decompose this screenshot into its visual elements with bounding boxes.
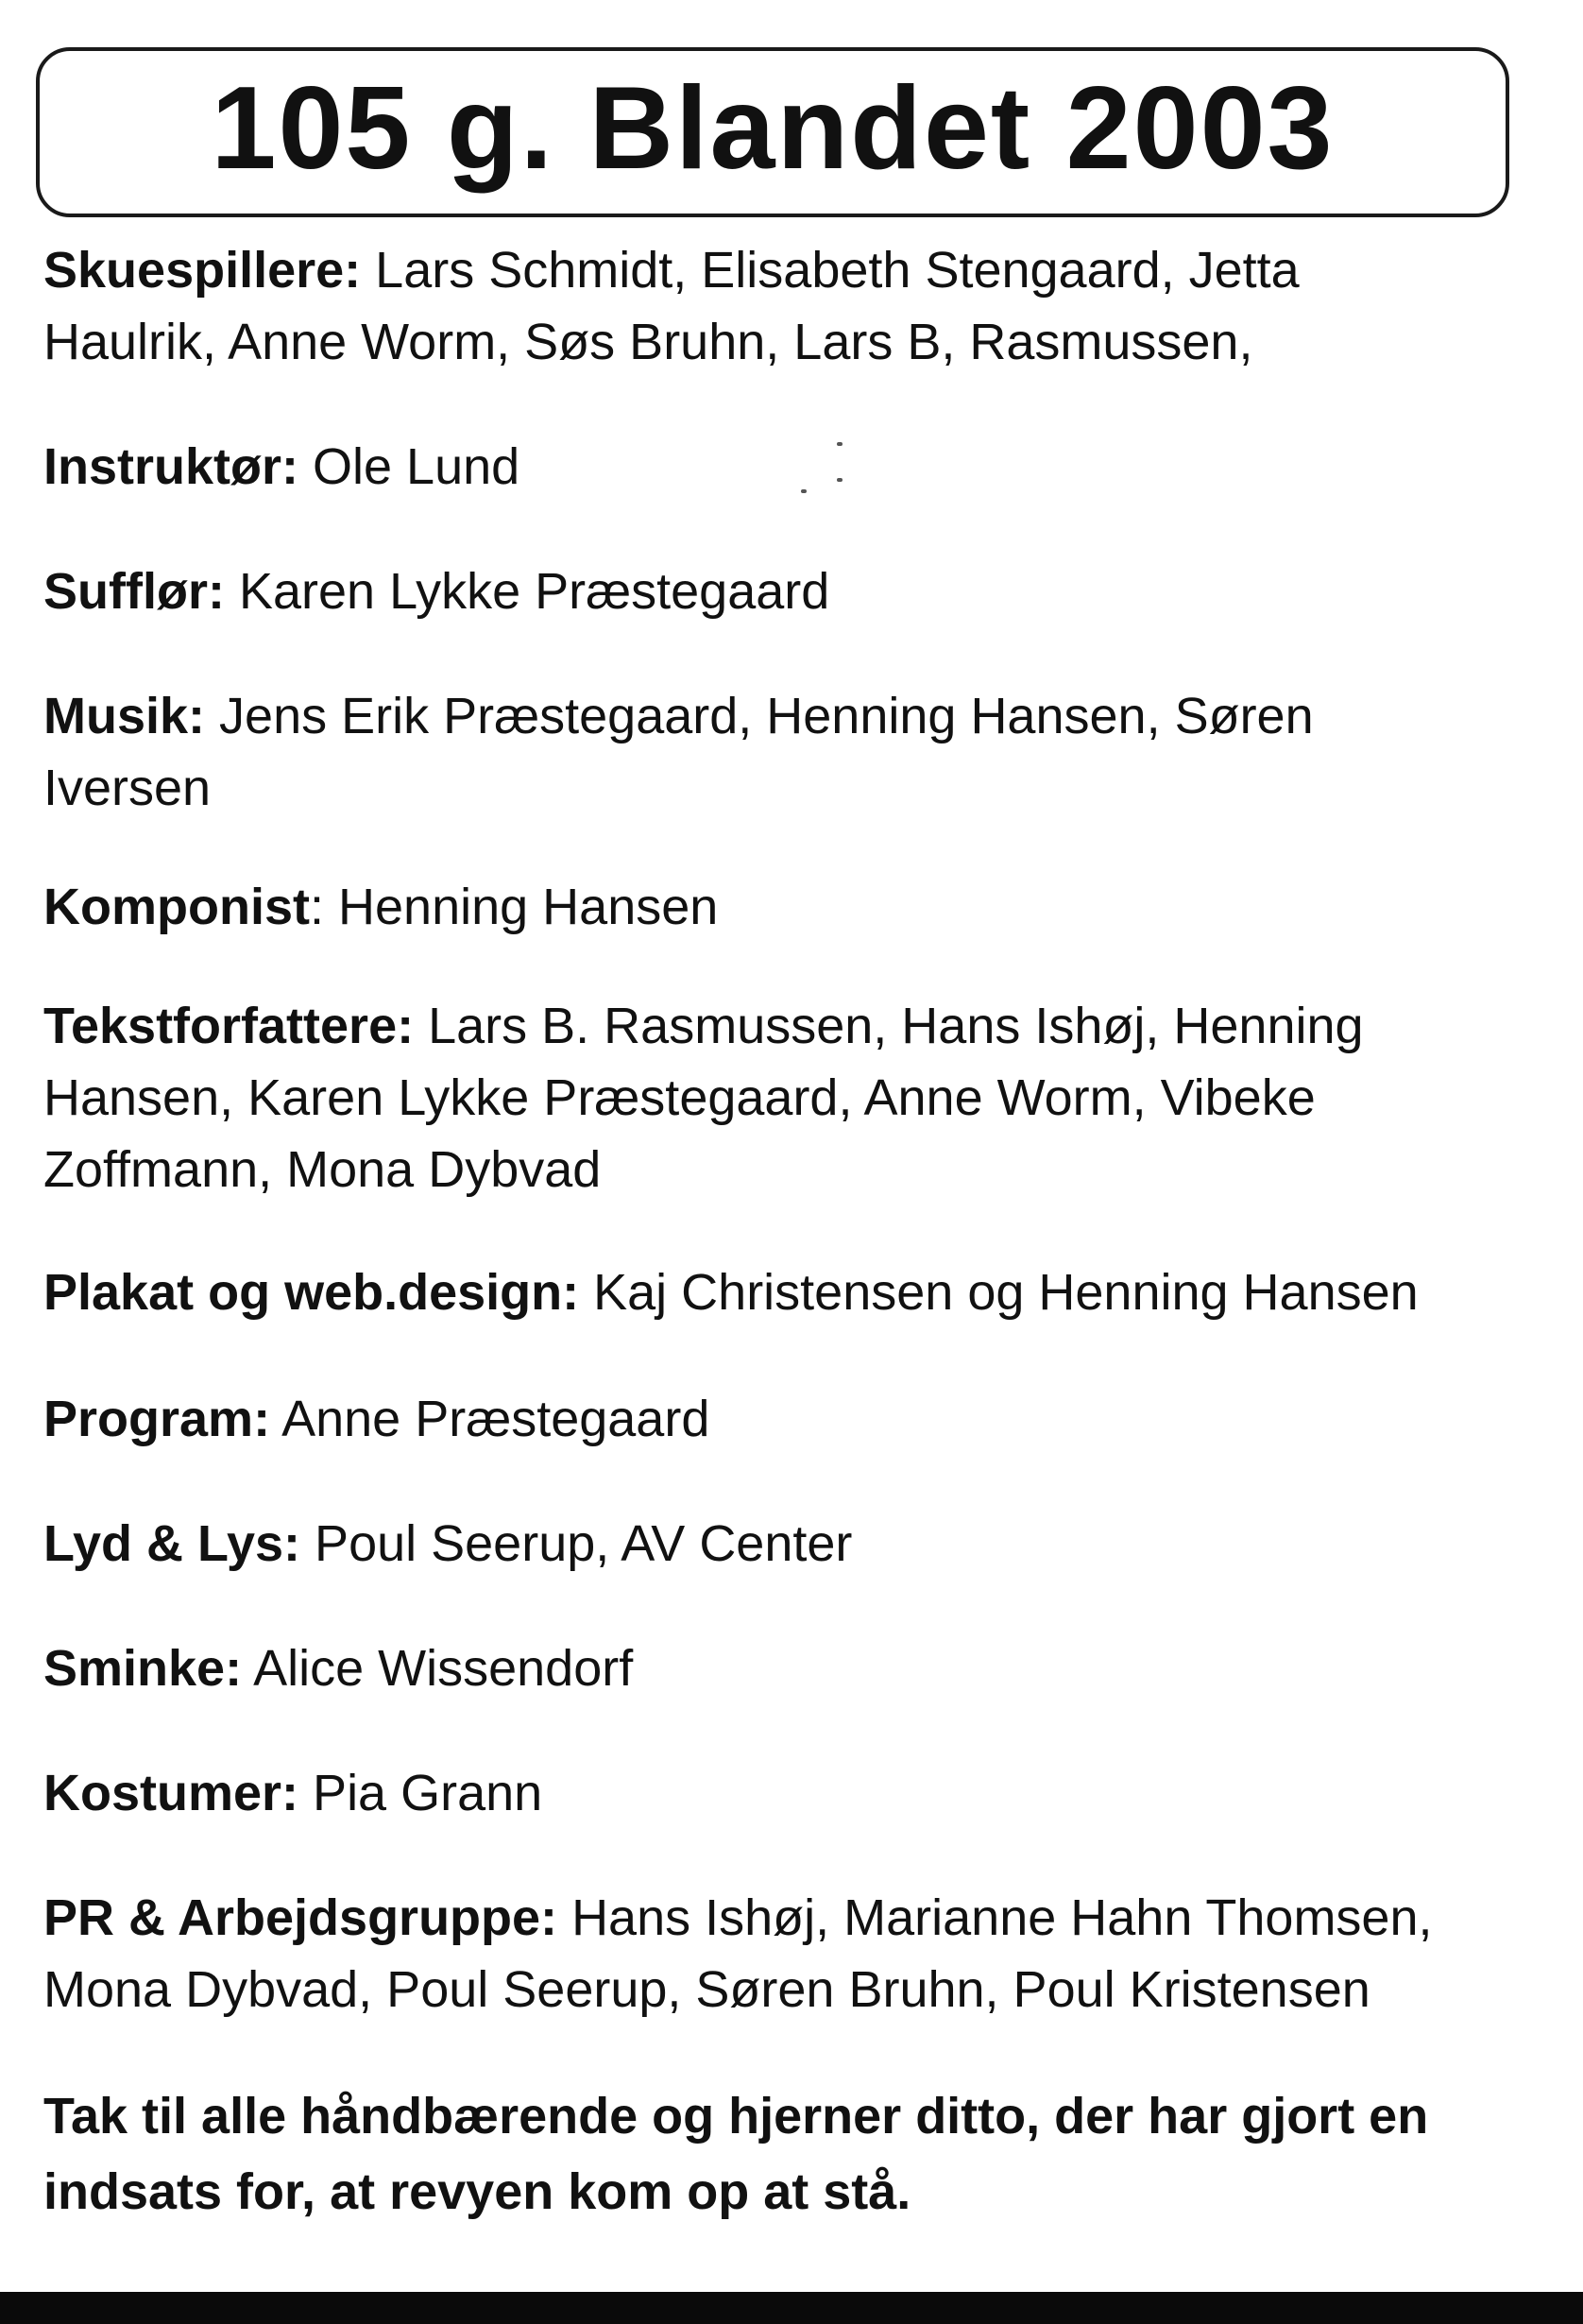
credit-label: Program: [43,1391,271,1447]
thanks-line: Tak til alle håndbærende og hjerner ditto, der har gjort en [43,2088,1429,2145]
credit-sound-light [43,1508,1555,1580]
scan-edge-bar [0,2292,1583,2324]
credit-actors [43,234,1555,378]
credit-composer [43,871,1555,943]
scan-speck [801,489,807,493]
credit-value: Jens Erik Præstegaard, Henning Hansen, Søren [219,688,1314,744]
credit-poster-web [43,1256,1555,1328]
credit-label: Sufflør: [43,563,225,620]
scan-speck [837,442,843,446]
credit-value: Lars Schmidt, Elisabeth Stengaard, Jetta [375,242,1300,299]
credit-value-cont: Haulrik, Anne Worm, Søs Bruhn, Lars B, Rasmussen, [43,314,1253,370]
credit-costumes [43,1757,1555,1829]
credit-value-cont: Iversen [43,760,212,816]
credit-label: Tekstforfattere: [43,998,415,1054]
credit-value: Pia Grann [313,1765,543,1821]
credit-label: PR & Arbejdsgruppe: [43,1889,558,1946]
credit-label: Musik: [43,688,206,744]
credit-program [43,1383,1555,1455]
scan-speck [837,478,843,482]
credit-value: Hans Ishøj, Marianne Hahn Thomsen, [571,1889,1433,1946]
credit-value: Ole Lund [313,438,520,495]
credit-value: Alice Wissendorf [253,1640,634,1697]
credit-label: Instruktør: [43,438,298,495]
credit-prompter [43,555,1555,627]
credit-value-cont: Hansen, Karen Lykke Præstegaard, Anne Worm, Vibeke [43,1069,1316,1126]
credit-value: Kaj Christensen og Henning Hansen [593,1264,1419,1321]
credit-label: Komponist [43,879,310,935]
credits-list [43,234,1555,2230]
credit-value: Karen Lykke Præstegaard [238,563,830,620]
credit-pr-workgroup [43,1882,1555,2025]
credit-value: Henning Hansen [338,879,719,935]
title-frame [36,47,1509,217]
page-title: 105 g. Blandet 2003 [211,63,1335,194]
credit-value-cont: Zoffmann, Mona Dybvad [43,1141,602,1198]
credit-label: Skuespillere: [43,242,362,299]
credit-writers [43,990,1555,1205]
credit-value: Lars B. Rasmussen, Hans Ishøj, Henning [428,998,1364,1054]
credit-value-cont: Mona Dybvad, Poul Seerup, Søren Bruhn, Poul Kristensen [43,1961,1370,2018]
credit-label: Sminke: [43,1640,243,1697]
credit-makeup [43,1632,1555,1704]
thanks-line: indsats for, at revyen kom op at stå. [43,2163,911,2220]
credit-music [43,680,1555,824]
credit-label: Kostumer: [43,1765,299,1821]
credit-value: Poul Seerup, AV Center [315,1515,853,1572]
credit-label: Lyd & Lys: [43,1515,301,1572]
credit-director [43,431,1555,503]
credit-separator: : [309,879,324,935]
credit-label: Plakat og web.design: [43,1264,580,1321]
credit-value: Anne Præstegaard [281,1391,710,1447]
thanks-note [43,2078,1555,2230]
